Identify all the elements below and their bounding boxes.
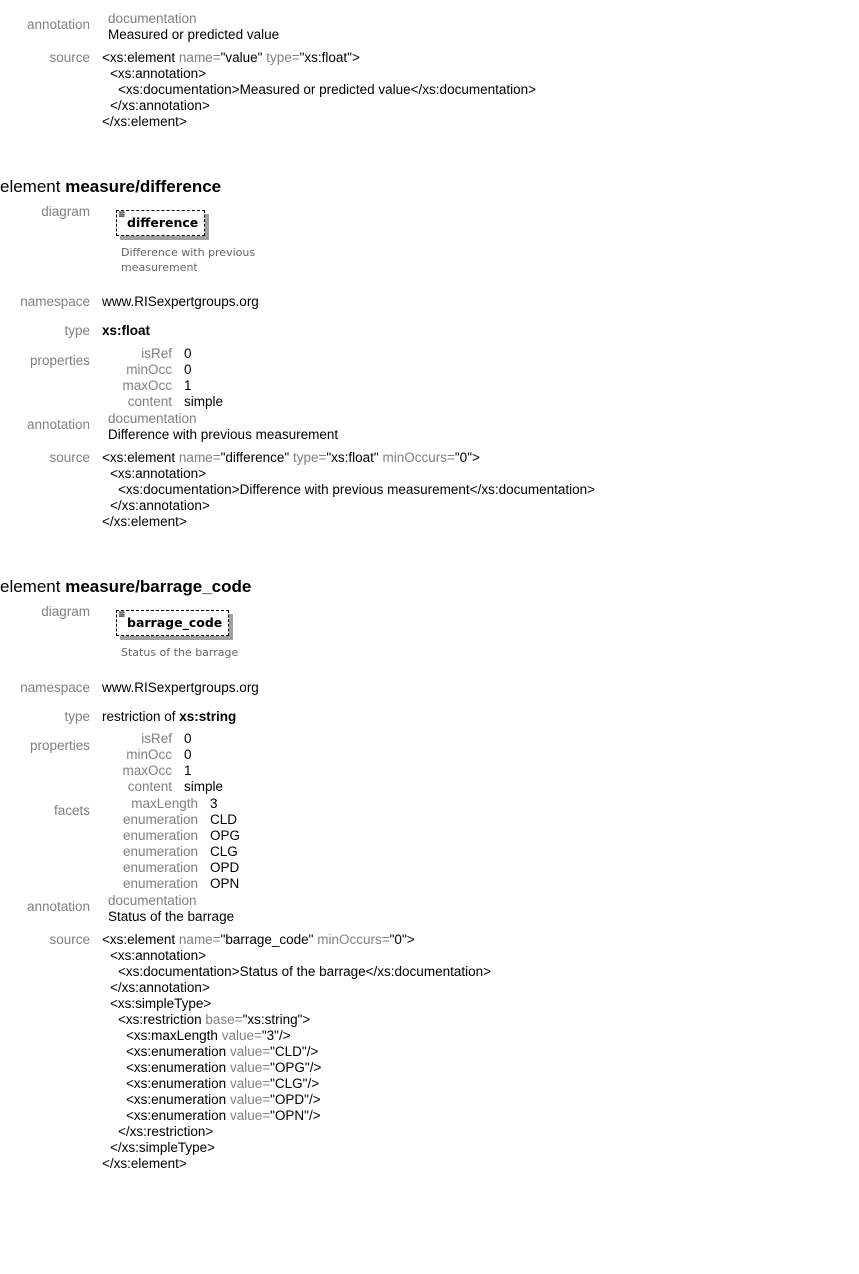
source-line: <xs:maxLength value="3"/>: [126, 1028, 291, 1043]
source-line: <xs:documentation>Difference with previous measurement</xs:documentation>: [118, 482, 596, 497]
annotation-documentation: Difference with previous measurement: [108, 427, 339, 442]
section-heading: element measure/barrage_code: [0, 577, 252, 596]
type-value: restriction of xs:string: [102, 709, 237, 724]
property-key: enumeration: [122, 860, 198, 875]
element-diagram-box: [116, 210, 205, 236]
property-value: 0: [184, 346, 192, 361]
source-line: <xs:element name="barrage_code" minOccurs="0">: [102, 932, 415, 947]
source-line: </xs:restriction>: [118, 1124, 214, 1139]
property-value: 3: [210, 796, 218, 811]
type-label: type: [64, 709, 90, 724]
source-line: <xs:enumeration value="CLG"/>: [126, 1076, 320, 1091]
source-line: </xs:simpleType>: [110, 1140, 216, 1155]
documentation-label: documentation: [108, 11, 197, 26]
element-diagram-box: [116, 610, 229, 636]
properties-label: properties: [29, 353, 90, 368]
property-value: OPN: [210, 876, 240, 891]
diagram-documentation: Difference with previous measurement: [121, 246, 256, 274]
property-key: enumeration: [122, 876, 198, 891]
source-line: </xs:element>: [102, 114, 187, 129]
diagram-label: diagram: [41, 204, 90, 219]
property-key: enumeration: [122, 844, 198, 859]
annotation-documentation: Status of the barrage: [108, 909, 235, 924]
property-key: content: [127, 779, 172, 794]
element-content-icon: ≡: [118, 210, 126, 220]
source-label: source: [49, 50, 90, 65]
diagram-element-name: barrage_code: [127, 615, 223, 630]
property-key: minOcc: [126, 362, 172, 377]
source-line: <xs:restriction base="xs:string">: [118, 1012, 311, 1027]
facets-label: facets: [53, 803, 90, 818]
source-line: <xs:element name="difference" type="xs:float" minOccurs="0">: [102, 450, 480, 465]
annotation-label: annotation: [26, 17, 90, 32]
source-line: </xs:annotation>: [110, 98, 210, 113]
element-content-icon: ≡: [118, 610, 126, 620]
source-line: <xs:documentation>Measured or predicted value</xs:documentation>: [118, 82, 537, 97]
property-key: isRef: [141, 731, 172, 746]
annotation-label: annotation: [26, 417, 90, 432]
source-line: <xs:simpleType>: [110, 996, 212, 1011]
section-heading: element measure/difference: [0, 177, 222, 196]
property-value: 1: [184, 763, 192, 778]
property-key: isRef: [141, 346, 172, 361]
source-label: source: [49, 932, 90, 947]
property-value: CLG: [210, 844, 238, 859]
documentation-label: documentation: [108, 893, 197, 908]
property-key: enumeration: [122, 812, 198, 827]
diagram-element-name: difference: [127, 215, 199, 230]
source-label: source: [49, 450, 90, 465]
properties-label: properties: [29, 738, 90, 753]
source-line: <xs:enumeration value="OPD"/>: [126, 1092, 321, 1107]
namespace-value: www.RISexpertgroups.org: [102, 680, 259, 695]
source-line: <xs:annotation>: [110, 948, 207, 963]
source-line: </xs:element>: [102, 514, 187, 529]
source-line: <xs:enumeration value="OPN"/>: [126, 1108, 321, 1123]
property-value: 1: [184, 378, 192, 393]
property-key: maxLength: [131, 796, 198, 811]
property-value: OPG: [210, 828, 241, 843]
namespace-label: namespace: [20, 680, 90, 695]
property-key: minOcc: [126, 747, 172, 762]
property-value: simple: [184, 394, 224, 409]
property-key: enumeration: [122, 828, 198, 843]
property-value: simple: [184, 779, 224, 794]
namespace-label: namespace: [20, 294, 90, 309]
property-value: 0: [184, 747, 192, 762]
property-key: maxOcc: [122, 763, 172, 778]
source-line: </xs:element>: [102, 1156, 187, 1171]
source-line: <xs:enumeration value="CLD"/>: [126, 1044, 319, 1059]
property-value: 0: [184, 731, 192, 746]
source-line: <xs:documentation>Status of the barrage</xs:documentation>: [118, 964, 491, 979]
type-label: type: [64, 323, 90, 338]
property-value: CLD: [210, 812, 238, 827]
source-line: </xs:annotation>: [110, 498, 210, 513]
source-line: <xs:element name="value" type="xs:float">: [102, 50, 360, 65]
diagram-label: diagram: [41, 604, 90, 619]
source-line: <xs:enumeration value="OPG"/>: [126, 1060, 322, 1075]
type-value: xs:float: [102, 323, 151, 338]
namespace-value: www.RISexpertgroups.org: [102, 294, 259, 309]
source-line: <xs:annotation>: [110, 66, 207, 81]
annotation-documentation: Measured or predicted value: [108, 27, 280, 42]
documentation-label: documentation: [108, 411, 197, 426]
property-value: 0: [184, 362, 192, 377]
diagram-documentation: Status of the barrage: [121, 646, 239, 659]
property-value: OPD: [210, 860, 240, 875]
property-key: maxOcc: [122, 378, 172, 393]
source-line: <xs:annotation>: [110, 466, 207, 481]
source-line: </xs:annotation>: [110, 980, 210, 995]
property-key: content: [127, 394, 172, 409]
annotation-label: annotation: [26, 899, 90, 914]
